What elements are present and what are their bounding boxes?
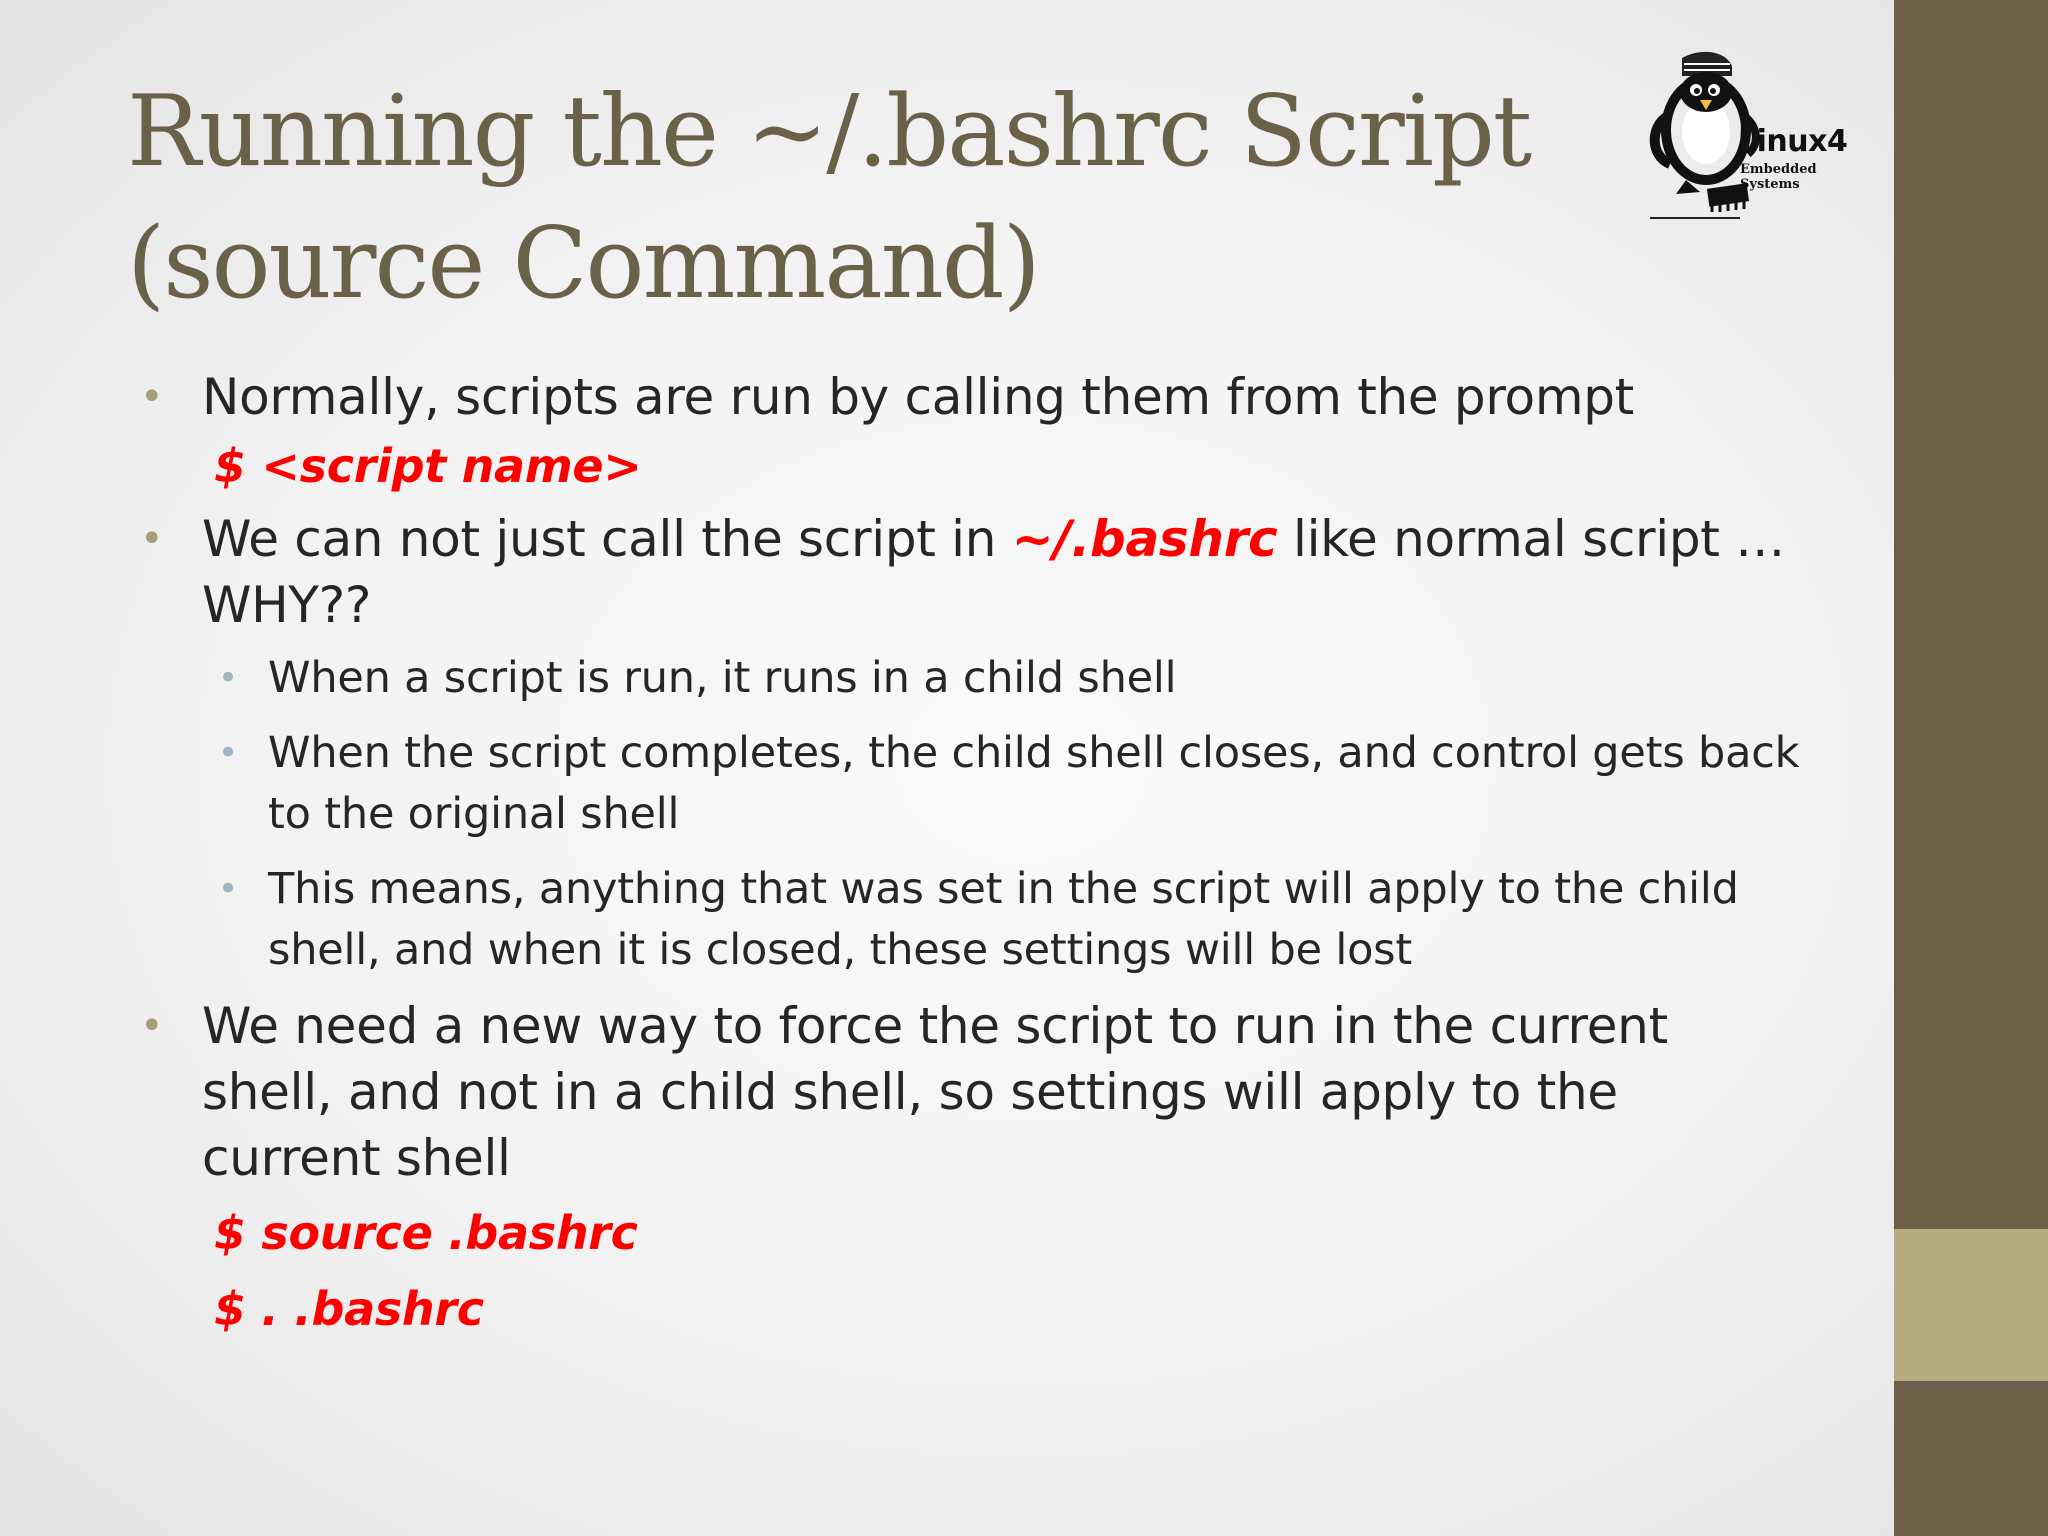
bullet-bashrc-text-after: like normal script … WHY?? [202, 510, 1785, 634]
sub-bullet-control-back: • When the script completes, the child shell closes, and control gets back to the original shell [140, 723, 1800, 845]
bashrc-highlight: ~/.bashrc [1011, 510, 1278, 568]
sidebar-accent-block [1894, 1229, 2048, 1381]
bullet-bashrc-why [140, 506, 1800, 638]
logo-subtitle: Embedded Systems [1740, 162, 1817, 192]
code-script-name: $ <script name> [214, 439, 642, 493]
bullet-normal-scripts: • Normally, scripts are run by calling them from the prompt [140, 364, 1800, 430]
linux4-logo [1620, 46, 1870, 228]
slide-title [127, 66, 1567, 330]
slide-title-line-2: (source Command) [127, 207, 1039, 321]
logo-word: Linux4 [1738, 124, 1848, 159]
slide-title-line-1: Running the ~/.bashrc Script [127, 75, 1531, 189]
sub-bullet-settings-lost: • This means, anything that was set in the script will apply to the child shell, and when it is closed, these settings will be lost [140, 859, 1800, 981]
sub-bullet-child-shell: • When a script is run, it runs in a child shell [140, 648, 1800, 709]
slide-body [140, 364, 1800, 1339]
code-source-bashrc: $ source .bashrc [214, 1206, 638, 1260]
code-dot-bashrc: $ . .bashrc [214, 1282, 484, 1336]
bullet-bashrc-text-before: We can not just call the script in [202, 510, 1012, 568]
bullet-current-shell: • We need a new way to force the script to run in the current shell, and not in a child shell, so settings will apply to the current shell [140, 993, 1800, 1191]
